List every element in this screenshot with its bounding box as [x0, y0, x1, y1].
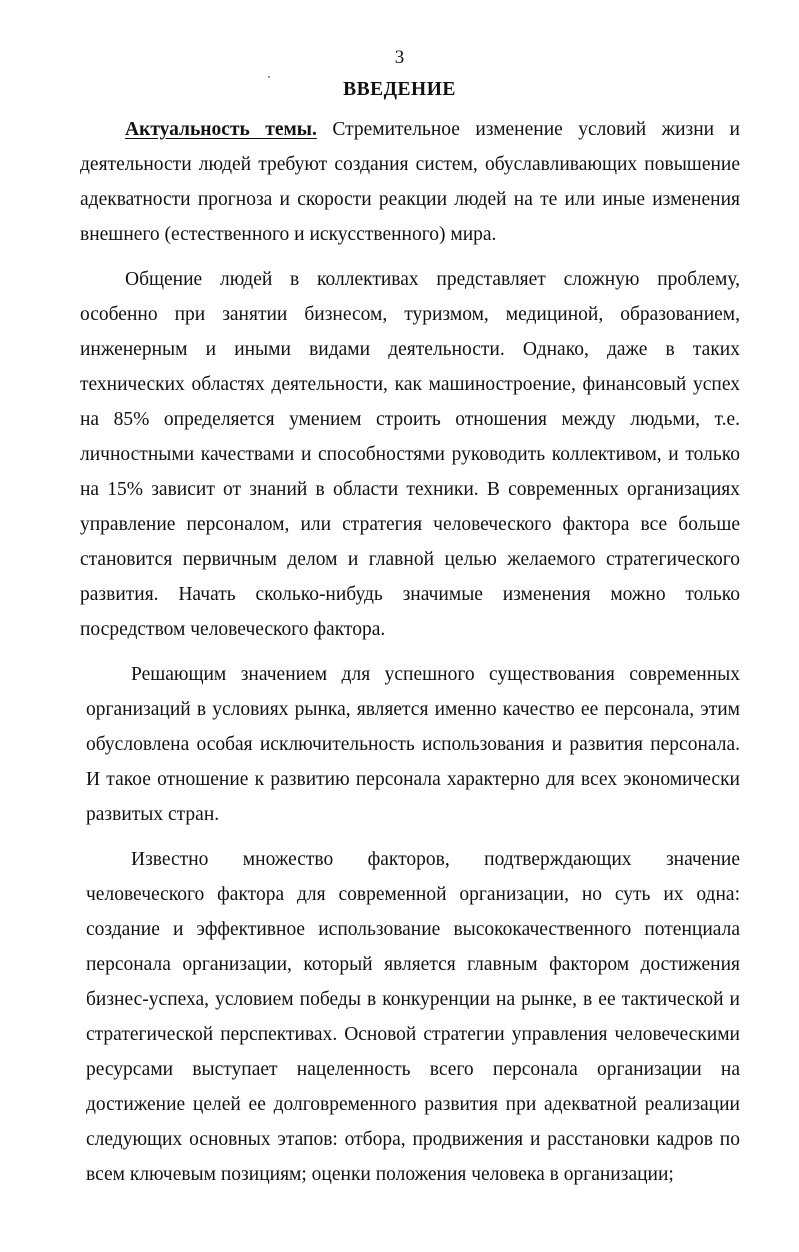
body-text	[80, 112, 740, 1202]
paragraph-relevance	[80, 112, 740, 252]
relevance-heading: Актуальность темы.	[125, 119, 317, 140]
page-number: 3	[394, 47, 405, 68]
paragraph-communication: Общение людей в коллективах представляет сложную проблему, особенно при занятии бизнесом, туризмом, медициной, образованием, инженерным и иными видами деятельности. Однако, даже в таких технических областях деятельности, как машиностроение, финансовый успех на 85% определяется умением строить отношения между людьми, т.е. личностными качествами и способностями руководить коллективом, и только на 15% зависит от знаний в области техники. В современных организациях управление персоналом, или стратегия человеческого фактора все больше становится первичным делом и главной целью желаемого стратегического развития. Начать сколько-нибудь значимые изменения можно только посредством человеческого фактора.	[80, 269, 740, 640]
paragraph-personnel-quality: Решающим значением для успешного существования современных организаций в условиях рынка, является именно качество ее персонала, этим обусловлена особая исключительность использования и развития персонала. И такое отношение к развитию персонала характерно для всех экономически развитых стран.	[86, 664, 740, 825]
section-title: ВВЕДЕНИЕ	[343, 79, 456, 100]
scan-speck	[268, 76, 270, 78]
relevance-body: Стремительное изменение условий жизни и деятельности людей требуют создания систем, обуславливающих повышение адекватности прогноза и скорости реакции людей на те или иные изменения внешнего (естественного и искусственного) мира.	[80, 119, 740, 245]
paragraph-human-factor: Известно множество факторов, подтверждающих значение человеческого фактора для современной организации, но суть их одна: создание и эффективное использование высококачественного потенциала персонала организации, который является главным фактором достижения бизнес-успеха, условием победы в конкуренции на рынке, в ее тактической и стратегической перспективах. Основой стратегии управления человеческими ресурсами выступает нацеленность всего персонала организации на достижение целей ее долговременного развития при адекватной реализации следующих основных этапов: отбора, продвижения и расстановки кадров по всем ключевым позициям; оценки положения человека в организации;	[86, 849, 740, 1185]
